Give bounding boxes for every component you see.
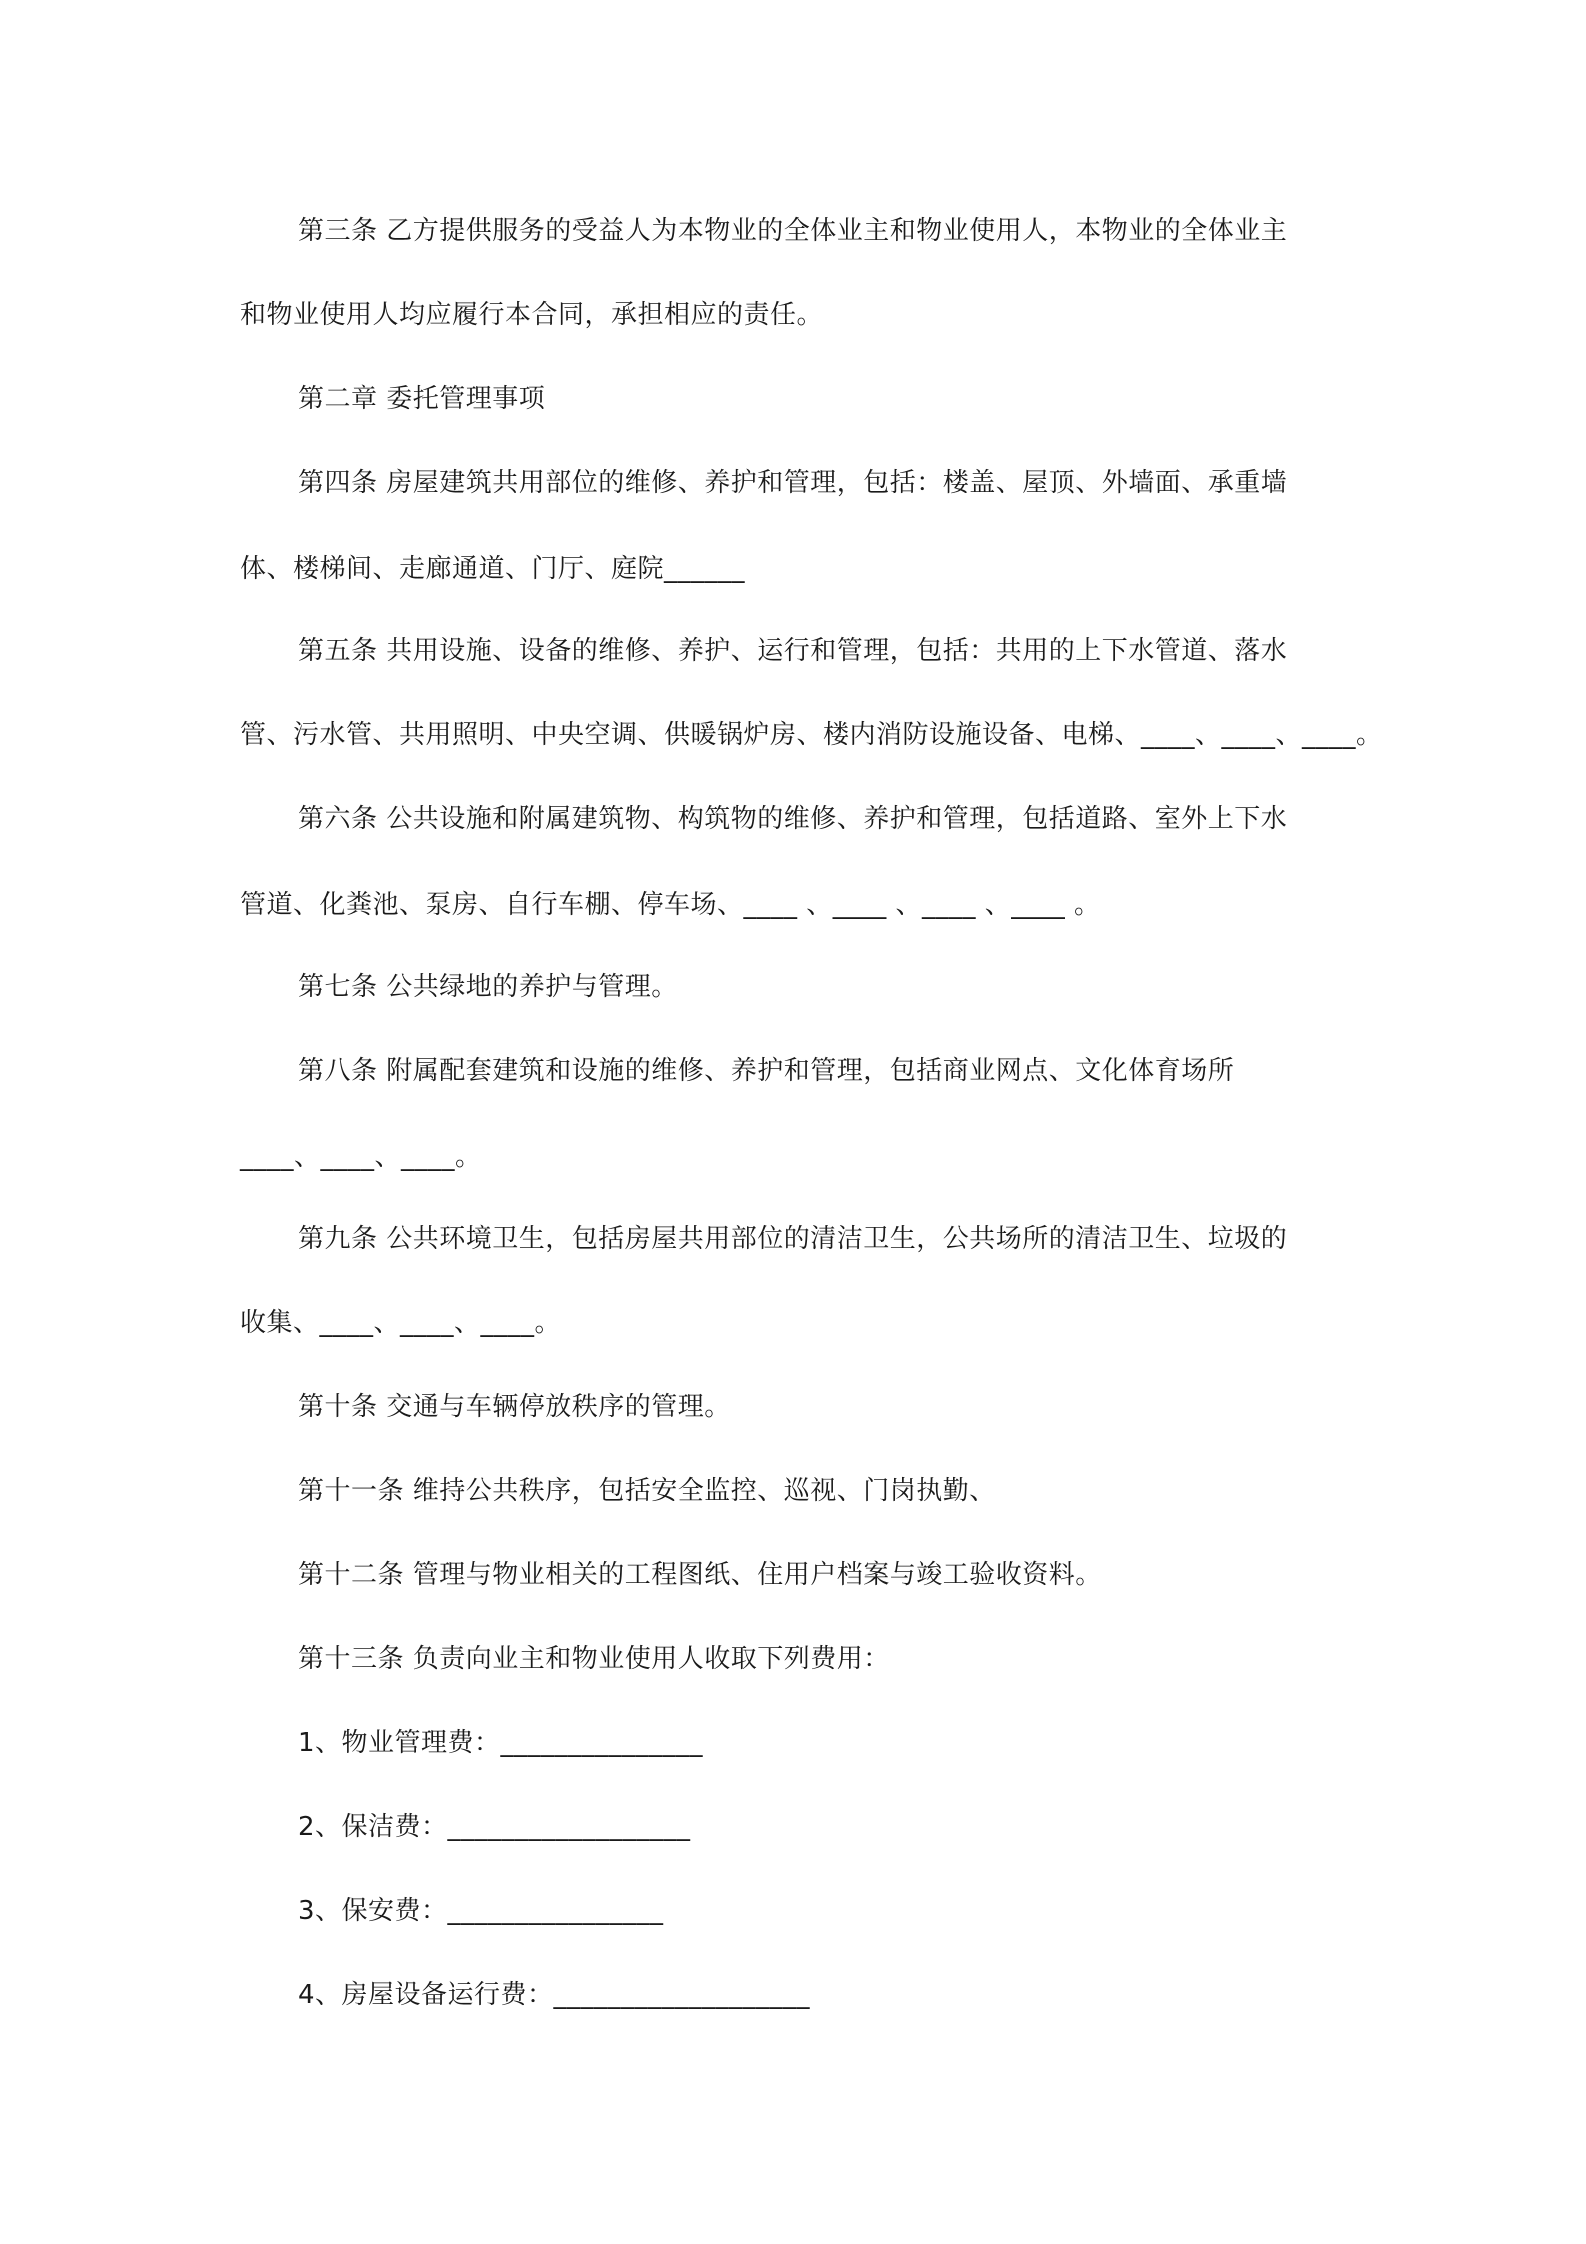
article-8-line-2: ____、____、____。 bbox=[240, 1142, 482, 1172]
fee-item-security: 3、保安费：________________ bbox=[298, 1896, 664, 1926]
article-6-line-1: 第六条 公共设施和附属建筑物、构筑物的维修、养护和管理，包括道路、室外上下水 bbox=[298, 804, 1288, 834]
article-4-line-2: 体、楼梯间、走廊通道、门厅、庭院______ bbox=[240, 554, 746, 584]
article-10: 第十条 交通与车辆停放秩序的管理。 bbox=[298, 1392, 731, 1422]
fee-item-equipment: 4、房屋设备运行费：___________________ bbox=[298, 1980, 811, 2010]
article-8-line-1: 第八条 附属配套建筑和设施的维修、养护和管理，包括商业网点、文化体育场所 bbox=[298, 1056, 1235, 1086]
article-3-line-1: 第三条 乙方提供服务的受益人为本物业的全体业主和物业使用人，本物业的全体业主 bbox=[298, 216, 1288, 246]
article-9-line-2: 收集、____、____、____。 bbox=[240, 1308, 562, 1338]
article-9-line-1: 第九条 公共环境卫生，包括房屋共用部位的清洁卫生，公共场所的清洁卫生、垃圾的 bbox=[298, 1224, 1288, 1254]
article-7: 第七条 公共绿地的养护与管理。 bbox=[298, 972, 678, 1002]
chapter-2-heading: 第二章 委托管理事项 bbox=[298, 384, 546, 414]
article-5-line-2: 管、污水管、共用照明、中央空调、供暖锅炉房、楼内消防设施设备、电梯、____、____、____。 bbox=[240, 720, 1383, 750]
article-11: 第十一条 维持公共秩序，包括安全监控、巡视、门岗执勤、 bbox=[298, 1476, 996, 1506]
article-12: 第十二条 管理与物业相关的工程图纸、住用户档案与竣工验收资料。 bbox=[298, 1560, 1102, 1590]
fee-item-cleaning: 2、保洁费：__________________ bbox=[298, 1812, 691, 1842]
fee-item-management: 1、物业管理费：_______________ bbox=[298, 1728, 704, 1758]
article-4-line-1: 第四条 房屋建筑共用部位的维修、养护和管理，包括：楼盖、屋顶、外墙面、承重墙 bbox=[298, 468, 1288, 498]
article-13: 第十三条 负责向业主和物业使用人收取下列费用： bbox=[298, 1644, 890, 1674]
article-5-line-1: 第五条 共用设施、设备的维修、养护、运行和管理，包括：共用的上下水管道、落水 bbox=[298, 636, 1288, 666]
article-3-line-2: 和物业使用人均应履行本合同，承担相应的责任。 bbox=[240, 300, 824, 330]
article-6-line-2: 管道、化粪池、泵房、自行车棚、停车场、____ 、____ 、____ 、____ 。 bbox=[240, 890, 1101, 920]
